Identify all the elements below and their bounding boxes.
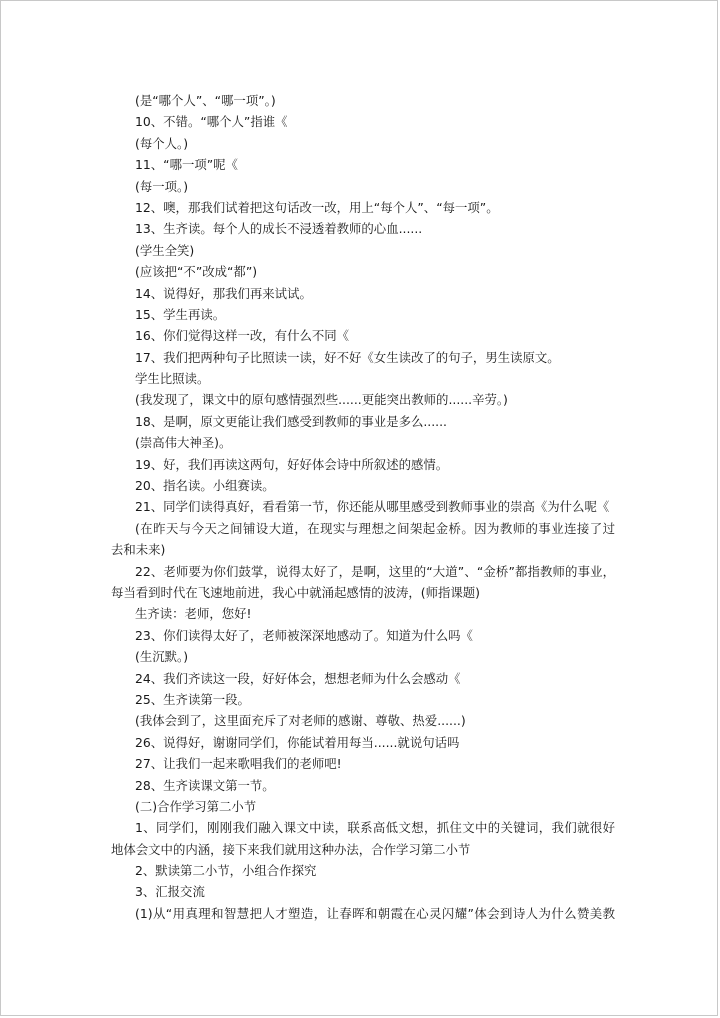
text-line: 3、汇报交流 [135, 884, 205, 900]
text-line: 学生比照读。 [135, 371, 210, 387]
text-line: 16、你们觉得这样一改，有什么不同《 [135, 328, 350, 344]
text-line: 23、你们读得太好了，老师被深深地感动了。知道为什么吗《 [135, 627, 473, 643]
text-line: 10、不错。“哪个人”指谁《 [135, 114, 288, 130]
text-line: 18、是啊，原文更能让我们感受到教师的事业是多么...... [135, 413, 447, 429]
document-body [1, 90, 718, 924]
text-line: (是“哪个人”、“哪一项”。) [135, 93, 276, 108]
text-line: 去和未来) [111, 542, 166, 558]
text-line: 地体会文中的内涵，接下来我们就用这种办法，合作学习第二小节 [111, 841, 471, 857]
text-line: (应该把“不”改成“都”) [135, 264, 258, 280]
text-line: (1)从“用真理和智慧把人才塑造，让春晖和朝霞在心灵闪耀”体会到诗人为什么赞美教 [135, 905, 615, 921]
text-line: 13、生齐读。每个人的成长不浸透着教师的心血...... [135, 221, 423, 237]
text-line: 28、生齐读课文第一节。 [135, 777, 275, 793]
text-line: 22、老师要为你们鼓掌，说得太好了，是啊，这里的“大道”、“金桥”都指教师的事业， [135, 563, 615, 579]
text-line: (在昨天与今天之间铺设大道，在现实与理想之间架起金桥。因为教师的事业连接了过 [135, 520, 615, 536]
text-line: 生齐读：老师，您好! [135, 606, 252, 622]
text-line: 27、让我们一起来歌唱我们的老师吧! [135, 756, 342, 772]
text-line: 17、我们把两种句子比照读一读，好不好《女生读改了的句子，男生读原文。 [135, 349, 560, 365]
text-line: 14、说得好，那我们再来试试。 [135, 285, 312, 301]
text-line: 26、说得好，谢谢同学们，你能试着用每当......就说句话吗 [135, 734, 460, 750]
text-line: 25、生齐读第一段。 [135, 691, 250, 707]
text-line: (崇高伟大神圣)。 [135, 435, 232, 451]
text-line: 21、同学们读得真好，看看第一节，你还能从哪里感受到教师事业的崇高《为什么呢《 [135, 499, 610, 515]
text-line: (学生全笑) [135, 242, 195, 258]
text-line: (每个人。) [135, 135, 189, 151]
text-line: 12、噢，那我们试着把这句话改一改，用上“每个人”、“每一项”。 [135, 199, 499, 215]
text-line: 1、同学们，刚刚我们融入课文中读，联系高低文想，抓住文中的关键词，我们就很好 [135, 820, 615, 836]
text-line: 20、指名读。小组赛读。 [135, 478, 275, 494]
text-line: 24、我们齐读这一段，好好体会，想想老师为什么会感动《 [135, 670, 461, 686]
text-line: (生沉默。) [135, 649, 189, 665]
text-line: (每一项。) [135, 178, 189, 194]
text-line: 11、“哪一项”呢《 [135, 157, 238, 173]
text-line: (我发现了，课文中的原句感情强烈些......更能突出教师的......辛劳。) [135, 392, 508, 408]
text-line: (二)合作学习第二小节 [135, 798, 257, 814]
text-line: 15、学生再读。 [135, 306, 226, 322]
text-line: (我体会到了，这里面充斥了对老师的感谢、尊敬、热爱......) [135, 713, 466, 729]
text-line: 19、好，我们再读这两句，好好体会诗中所叙述的感情。 [135, 456, 449, 472]
text-line: 每当看到时代在飞速地前进，我心中就涌起感情的波涛，(师指课题) [111, 584, 480, 600]
text-line: 2、默读第二小节，小组合作探究 [135, 863, 317, 879]
